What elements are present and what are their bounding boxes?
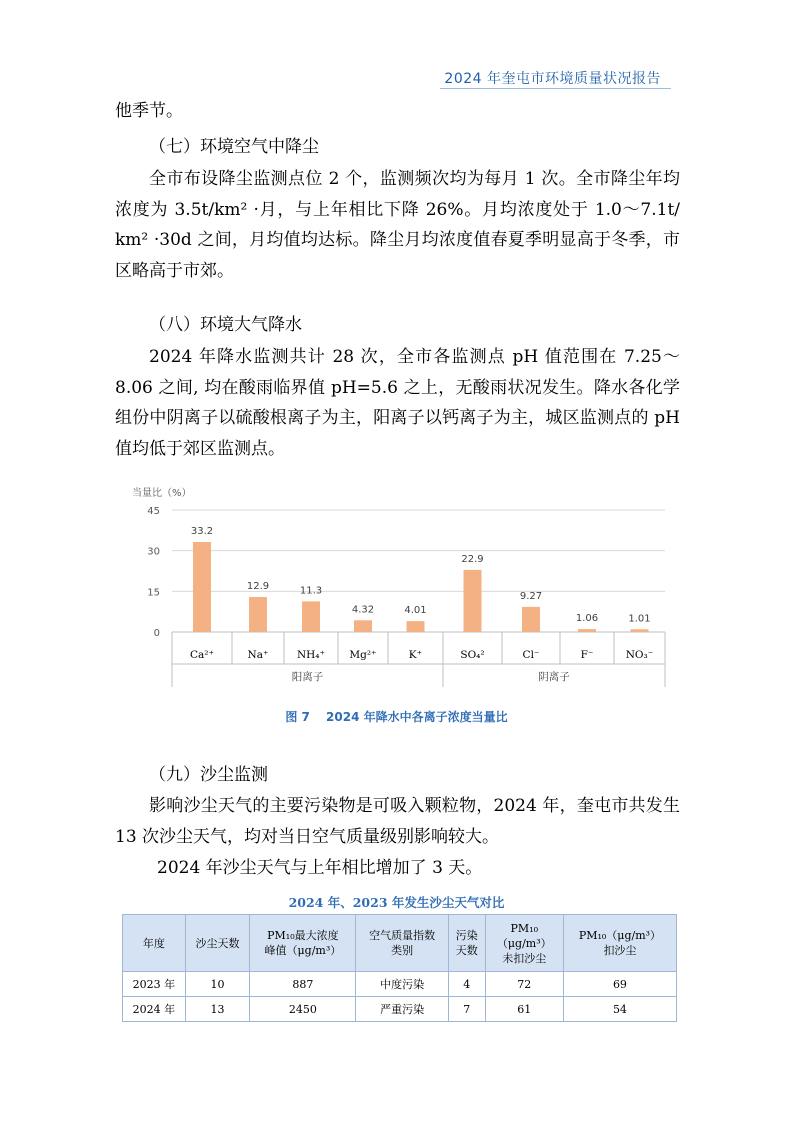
y-tick-label: 30 [147, 546, 160, 558]
header-divider [440, 88, 671, 89]
data-label: 22.9 [461, 553, 484, 565]
group-label: 阴离子 [538, 671, 570, 683]
table-body [123, 972, 677, 1022]
data-label: 12.9 [246, 581, 270, 593]
data-label: 1.01 [628, 613, 651, 625]
section-heading-dustfall: （七）环境空气中降尘 [149, 137, 319, 157]
table-cell: 69 [563, 972, 676, 997]
data-label: 1.06 [575, 613, 599, 625]
table-cell: 7 [448, 997, 485, 1022]
table-cell: 4 [448, 972, 485, 997]
table-header-text: PM₁₀（μg/m³） [578, 929, 662, 942]
table-header-text: 扣沙尘 [603, 944, 637, 957]
paragraph-sandstorm-compare: 2024 年沙尘天气与上年相比增加了 3 天。 [157, 858, 483, 878]
table-header-cell [123, 915, 186, 972]
bar [522, 607, 540, 632]
bar [578, 629, 596, 632]
sandstorm-comparison-table [122, 914, 677, 1022]
table-header-text: 污染 [455, 929, 478, 942]
table-header-text: PM₁₀最大浓度 [267, 929, 339, 942]
bar [464, 570, 482, 632]
paragraph-dustfall: 全市布设降尘监测点位 2 个，监测频次均为每月 1 次。全市降尘年均浓度为 3.5t/km² ·月，与上年相比下降 26%。月均浓度处于 1.0～7.1t/ km² ·30d 之间，月均值均达标。降尘月均浓度值春夏季明显高于冬季，市区略高于市郊。 [115, 169, 680, 281]
figure-caption: 图 7 2024 年降水中各离子浓度当量比 [285, 710, 508, 724]
table-cell: 2024 年 [123, 997, 186, 1022]
x-tick-label: F⁻ [580, 649, 594, 661]
x-tick-label: Ca²⁺ [189, 649, 215, 661]
bar [631, 629, 649, 632]
table-header-cell [563, 915, 676, 972]
table-header-cell [185, 915, 250, 972]
group-label: 阳离子 [291, 671, 324, 683]
table-cell: 2450 [250, 997, 356, 1022]
x-tick-label: Mg²⁺ [349, 649, 377, 661]
data-label: 4.01 [404, 605, 427, 617]
table-header-text: 空气质量指数 [369, 929, 436, 942]
x-tick-label: NH₄⁺ [296, 649, 326, 661]
bar [407, 621, 425, 632]
bar [354, 620, 372, 632]
table-header-cell [485, 915, 563, 972]
data-label: 11.3 [299, 585, 323, 597]
table-caption: 2024 年、2023 年发生沙尘天气对比 [288, 895, 505, 910]
table-cell: 2023 年 [123, 972, 186, 997]
section-heading-sandstorm: （九）沙尘监测 [149, 765, 268, 785]
y-tick-label: 15 [147, 587, 160, 599]
section-heading-precipitation: （八）环境大气降水 [149, 315, 302, 335]
table-header-cell [448, 915, 485, 972]
y-tick-label: 0 [153, 628, 160, 639]
table-cell: 887 [250, 972, 356, 997]
table-header-cell [356, 915, 448, 972]
page-header-title: 2024 年奎屯市环境质量状况报告 [444, 71, 661, 87]
x-tick-label: K⁺ [408, 649, 423, 661]
table-cell: 61 [485, 997, 563, 1022]
table-header-text: 类别 [391, 944, 414, 957]
table-row [123, 997, 677, 1022]
x-tick-label: Cl⁻ [522, 649, 540, 661]
table-row [123, 972, 677, 997]
table-cell: 13 [185, 997, 250, 1022]
y-tick-label: 45 [147, 506, 160, 517]
table-header-text: 天数 [455, 944, 478, 957]
paragraph-sandstorm: 影响沙尘天气的主要污染物是可吸入颗粒物，2024 年，奎屯市共发生 13 次沙尘天气，均对当日空气质量级别影响较大。 [115, 796, 680, 847]
bar [193, 542, 211, 632]
table-header-text: PM₁₀ [510, 921, 539, 935]
table-cell: 严重污染 [356, 997, 448, 1022]
paragraph-precipitation: 2024 年降水监测共计 28 次，全市各监测点 pH 值范围在 7.25～8.06 之间, 均在酸雨临界值 pH=5.6 之上，无酸雨状况发生。降水各化学组份中阴离子以硫酸根离子为主，阳离子以钙离子为主，城区监测点的 pH 值均低于郊区监测点。 [115, 347, 680, 459]
bar [302, 601, 320, 632]
data-label: 9.27 [519, 590, 543, 602]
x-tick-label: NO₃⁻ [625, 649, 654, 661]
table-header-row [123, 915, 677, 972]
table-header-cell [250, 915, 356, 972]
paragraph-continuation: 他季节。 [115, 101, 183, 121]
bar [249, 597, 267, 632]
table-header-text: 峰值（μg/m³） [264, 944, 342, 957]
table-cell: 10 [185, 972, 250, 997]
x-tick-label: Na⁺ [247, 649, 269, 661]
y-axis-label: 当量比（%） [132, 488, 192, 499]
data-label: 4.32 [351, 604, 375, 616]
table-cell: 中度污染 [356, 972, 448, 997]
table-header-text: 沙尘天数 [195, 936, 240, 950]
ion-ratio-bar-chart [120, 482, 680, 697]
data-label: 33.2 [190, 525, 214, 537]
x-tick-label: SO₄² [460, 649, 485, 661]
table-cell: 54 [563, 997, 676, 1022]
table-cell: 72 [485, 972, 563, 997]
table-header-text: （μg/m³） [496, 936, 552, 950]
table-header-text: 年度 [142, 936, 165, 950]
table-header-text: 未扣沙尘 [502, 951, 547, 965]
